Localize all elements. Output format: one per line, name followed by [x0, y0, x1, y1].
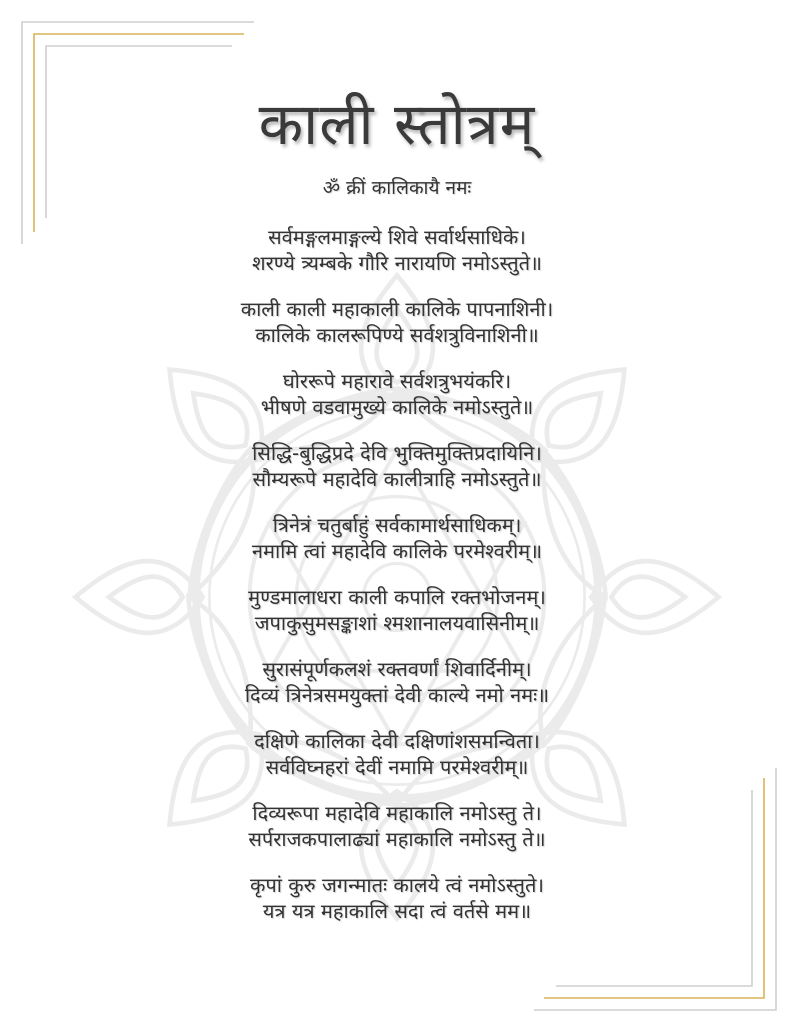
verse-line-1: काली काली महाकाली कालिके पापनाशिनी।	[240, 297, 554, 321]
verse-line-2: सौम्यरूपे महादेवि कालीत्राहि नमोऽस्तुते॥	[252, 467, 542, 491]
verse-line-1: सिद्धि-बुद्धिप्रदे देवि भुक्तिमुक्तिप्रदायिनि।	[252, 441, 542, 465]
verse	[0, 656, 794, 708]
verse-list	[0, 224, 794, 924]
verse	[0, 296, 794, 348]
verse	[0, 728, 794, 780]
verse-line-1: सुरासंपूर्णकलशं रक्तवर्णां शिवार्दिनीम्।	[262, 657, 532, 681]
verse-line-2: कालिके कालरूपिण्ये सर्वशत्रुविनाशिनी॥	[255, 323, 539, 347]
verse	[0, 872, 794, 924]
verse-line-2: जपाकुसुमसङ्काशां श्मशानालयवासिनीम्॥	[254, 611, 540, 635]
verse-line-1: घोररूपे महारावे सर्वशत्रुभयंकरि।	[282, 369, 512, 393]
verse	[0, 224, 794, 276]
page-title: काली स्तोत्रम्	[258, 90, 536, 158]
verse	[0, 512, 794, 564]
verse	[0, 800, 794, 852]
verse	[0, 368, 794, 420]
verse	[0, 584, 794, 636]
verse-line-2: शरण्ये त्र्यम्बके गौरि नारायणि नमोऽस्तुते॥	[251, 251, 543, 275]
verse-line-2: दिव्यं त्रिनेत्रसमयुक्तां देवी काल्ये नमो नमः॥	[244, 683, 550, 707]
verse-line-2: नमामि त्वां महादेवि कालिके परमेश्वरीम्॥	[251, 539, 543, 563]
mantra-line: ॐ क्रीं कालिकायै नमः	[322, 177, 472, 199]
verse-line-1: त्रिनेत्रं चतुर्बाहुं सर्वकामार्थसाधिकम्।	[272, 513, 522, 537]
verse-line-2: सर्पराजकपालाढ्यां महाकालि नमोऽस्तु ते॥	[248, 827, 546, 851]
verse-line-1: दक्षिणे कालिका देवी दक्षिणांशसमन्विता।	[254, 729, 540, 753]
verse-line-2: यत्र यत्र महाकालि सदा त्वं वर्तसे मम॥	[262, 899, 532, 923]
verse-line-2: सर्वविघ्नहरां देवीं नमामि परमेश्वरीम्॥	[265, 755, 529, 779]
verse	[0, 440, 794, 492]
verse-line-1: दिव्यरूपा महादेवि महाकालि नमोऽस्तु ते।	[252, 801, 542, 825]
verse-line-1: मुण्डमालाधरा काली कपालि रक्तभोजनम्।	[248, 585, 546, 609]
verse-line-2: भीषणे वडवामुख्ये कालिके नमोऽस्तुते॥	[260, 395, 534, 419]
verse-line-1: कृपां कुरु जगन्मातः कालये त्वं नमोऽस्तुते।	[250, 873, 544, 897]
verse-line-1: सर्वमङ्गलमाङ्गल्ये शिवे सर्वार्थसाधिके।	[268, 225, 526, 249]
